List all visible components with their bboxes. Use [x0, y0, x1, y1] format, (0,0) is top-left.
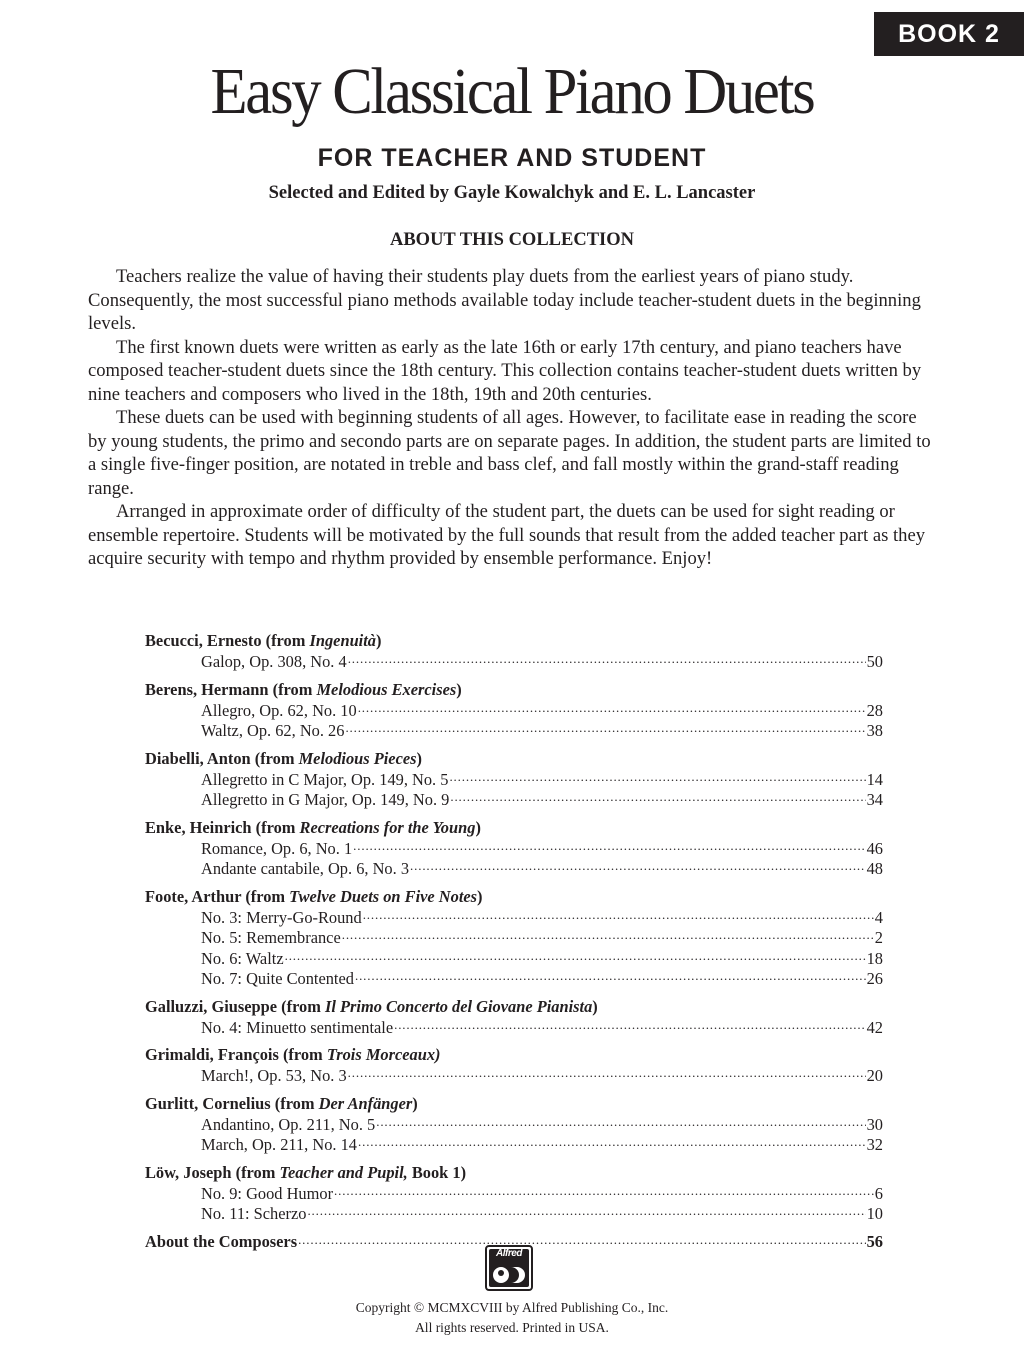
composer-name: Berens, Hermann	[145, 679, 269, 699]
toc-entry	[145, 1115, 883, 1136]
piece-title: Allegro, Op. 62, No. 10	[201, 700, 357, 720]
toc-entry	[145, 1184, 883, 1205]
toc-composer-group	[145, 1162, 883, 1225]
source-suffix: )	[477, 886, 483, 906]
composer-name: Foote, Arthur	[145, 886, 242, 906]
page-number: 30	[866, 1114, 883, 1134]
toc-composer-heading	[145, 1093, 883, 1115]
toc-composer-heading	[145, 886, 883, 908]
piece-title: No. 7: Quite Contented	[201, 969, 354, 988]
dot-leader	[358, 1136, 866, 1150]
toc-entry	[145, 908, 883, 929]
toc-composer-heading	[145, 996, 883, 1018]
dot-leader	[342, 929, 874, 943]
composer-name: Gurlitt, Cornelius	[145, 1093, 271, 1113]
composer-name: Enke, Heinrich	[145, 817, 252, 837]
toc-composer-group	[145, 1044, 883, 1087]
alfred-mark-icon	[491, 1263, 527, 1285]
dot-leader	[353, 840, 865, 854]
piece-title: No. 3: Merry-Go-Round	[201, 907, 362, 927]
source-title: Twelve Duets on Five Notes	[289, 886, 478, 906]
source-prefix: (from	[282, 1045, 327, 1064]
copyright-notice	[0, 1298, 1024, 1338]
toc-composer-group	[145, 679, 883, 742]
copyright-line: All rights reserved. Printed in USA.	[415, 1320, 609, 1335]
page-number: 38	[866, 721, 883, 740]
piece-title: March, Op. 211, No. 14	[201, 1135, 357, 1154]
alfred-logo-icon	[485, 1245, 533, 1291]
dot-leader	[363, 909, 874, 923]
source-prefix: (from	[272, 679, 317, 699]
piece-title: Waltz, Op. 62, No. 26	[201, 721, 345, 740]
source-title: Melodious Exercises	[316, 679, 457, 699]
page-number: 32	[866, 1135, 883, 1154]
piece-title: No. 5: Remembrance	[201, 928, 341, 947]
piece-title: March!, Op. 53, No. 3	[201, 1066, 347, 1085]
intro-paragraph: Arranged in approximate order of difficulty of the student part, the duets can be used for sight reading or ensemble repertoire. Students will be motivated by the full sounds that result from the added teacher part as they acquire security with tempo and rhythm provided by ensemble performance. Enjoy!	[88, 501, 925, 569]
page-number: 4	[874, 907, 883, 927]
toc-composer-group	[145, 886, 883, 990]
page-number: 42	[866, 1017, 883, 1037]
composer-name: Diabelli, Anton	[145, 748, 251, 768]
toc-composer-group	[145, 630, 883, 673]
dot-leader	[410, 860, 866, 874]
source-prefix: (from	[255, 817, 300, 837]
composer-name: Becucci, Ernesto	[145, 631, 262, 650]
intro-text	[88, 265, 938, 571]
toc-entry	[145, 1204, 883, 1225]
toc-entry	[145, 721, 883, 742]
source-prefix: (from	[265, 631, 310, 650]
source-title: Recreations for the Young	[299, 817, 476, 837]
piece-title: Allegretto in G Major, Op. 149, No. 9	[201, 790, 450, 809]
source-suffix: Book 1)	[407, 1162, 467, 1182]
dot-leader	[334, 1185, 874, 1199]
toc-entry	[145, 859, 883, 880]
toc-entry	[145, 770, 883, 791]
toc-entry	[145, 839, 883, 860]
page-number: 10	[866, 1204, 883, 1223]
source-suffix: )	[592, 996, 598, 1016]
source-title: Der Anfänger	[318, 1093, 413, 1113]
source-prefix: (from	[235, 1162, 280, 1182]
toc-entry	[145, 969, 883, 990]
editors-credit: Selected and Edited by Gayle Kowalchyk and E. L. Lancaster	[268, 183, 756, 203]
toc-entry	[145, 1135, 883, 1156]
toc-composer-heading	[145, 817, 883, 839]
source-title: Melodious Pieces	[298, 748, 417, 768]
page-number: 48	[866, 859, 883, 878]
page-number: 56	[866, 1231, 883, 1251]
toc-entry	[145, 1066, 883, 1087]
toc-composer-heading	[145, 630, 883, 652]
section-heading: ABOUT THIS COLLECTION	[389, 230, 634, 250]
dot-leader	[348, 653, 866, 667]
page-number: 50	[866, 652, 883, 671]
source-title: Trois Morceaux)	[326, 1045, 441, 1064]
source-prefix: (from	[254, 748, 299, 768]
piece-title: No. 4: Minuetto sentimentale	[201, 1017, 394, 1037]
toc-entry	[145, 701, 883, 722]
source-suffix: )	[475, 817, 481, 837]
toc-entry	[145, 949, 883, 970]
toc-entry	[145, 928, 883, 949]
dot-leader	[298, 1233, 866, 1247]
dot-leader	[285, 950, 866, 964]
copyright-line: Copyright © MCMXCVIII by Alfred Publishing Co., Inc.	[355, 1300, 669, 1315]
dot-leader	[358, 702, 866, 716]
page-title: Easy Classical Piano Duets	[210, 55, 814, 128]
page-number: 34	[866, 790, 883, 809]
source-suffix: )	[416, 748, 422, 768]
page-number: 14	[866, 769, 883, 789]
toc-composer-group	[145, 817, 883, 880]
page-number: 46	[866, 838, 883, 858]
page-number: 2	[874, 928, 883, 947]
page-number: 18	[866, 948, 883, 968]
source-title: Il Primo Concerto del Giovane Pianista	[325, 996, 593, 1016]
toc-composer-heading	[145, 1162, 883, 1184]
piece-title: Allegretto in C Major, Op. 149, No. 5	[201, 769, 449, 789]
source-prefix: (from	[281, 996, 325, 1016]
source-prefix: (from	[274, 1093, 319, 1113]
toc-composer-heading	[145, 748, 883, 770]
toc-composer-heading	[145, 1044, 883, 1066]
composer-name: Löw, Joseph	[145, 1162, 232, 1182]
about-composers-title: About the Composers	[145, 1231, 298, 1251]
toc-entry	[145, 1018, 883, 1039]
toc-entry	[145, 790, 883, 811]
page-number: 26	[866, 969, 883, 988]
toc-composer-group	[145, 996, 883, 1039]
table-of-contents	[145, 630, 883, 1253]
piece-title: No. 6: Waltz	[201, 948, 284, 968]
composer-name: Grimaldi, François	[145, 1045, 279, 1064]
piece-title: Andante cantabile, Op. 6, No. 3	[201, 859, 410, 878]
dot-leader	[355, 970, 866, 984]
composer-name: Galluzzi, Giuseppe	[145, 996, 278, 1016]
toc-entry	[145, 652, 883, 673]
dot-leader	[307, 1205, 865, 1219]
subtitle: FOR TEACHER AND STUDENT	[317, 144, 707, 172]
source-suffix: )	[412, 1093, 418, 1113]
intro-paragraph: These duets can be used with beginning students of all ages. However, to facilitate ease in reading the score by young students, the primo and secondo parts are on separate pages. In addition, the student parts are limited to a single five-finger position, are notated in treble and bass clef, and fall mostly within the grand-staff reading range.	[88, 407, 931, 499]
toc-composer-group	[145, 1093, 883, 1156]
dot-leader	[449, 771, 865, 785]
source-prefix: (from	[245, 886, 290, 906]
dot-leader	[376, 1116, 865, 1130]
page-number: 28	[866, 700, 883, 720]
source-title: Teacher and Pupil,	[279, 1162, 408, 1182]
piece-title: No. 9: Good Humor	[201, 1183, 334, 1203]
piece-title: Romance, Op. 6, No. 1	[201, 838, 353, 858]
source-suffix: )	[375, 631, 382, 650]
intro-paragraph: Teachers realize the value of having their students play duets from the earliest years of piano study. Consequently, the most successful piano methods available today include teacher-student duets in the beginning levels.	[88, 266, 921, 334]
logo-text: Alfred	[496, 1248, 522, 1259]
page-number: 20	[866, 1066, 883, 1085]
dot-leader	[394, 1019, 866, 1033]
piece-title: Galop, Op. 308, No. 4	[201, 652, 347, 671]
source-title: Ingenuità	[309, 631, 376, 650]
dot-leader	[348, 1067, 866, 1081]
piece-title: No. 11: Scherzo	[201, 1204, 307, 1223]
intro-paragraph: The first known duets were written as early as the late 16th or early 17th century, and piano teachers have composed teacher-student duets since the 18th century. This collection contains teacher-student duets written by nine teachers and composers who lived in the 18th, 19th and 20th centuries.	[88, 336, 922, 405]
source-suffix: )	[456, 679, 462, 699]
dot-leader	[345, 722, 865, 736]
piece-title: Andantino, Op. 211, No. 5	[201, 1114, 376, 1134]
dot-leader	[450, 791, 865, 805]
toc-composer-heading	[145, 679, 883, 701]
toc-composer-group	[145, 748, 883, 811]
page-number: 6	[874, 1183, 883, 1203]
book-number-badge: BOOK 2	[874, 12, 1024, 56]
